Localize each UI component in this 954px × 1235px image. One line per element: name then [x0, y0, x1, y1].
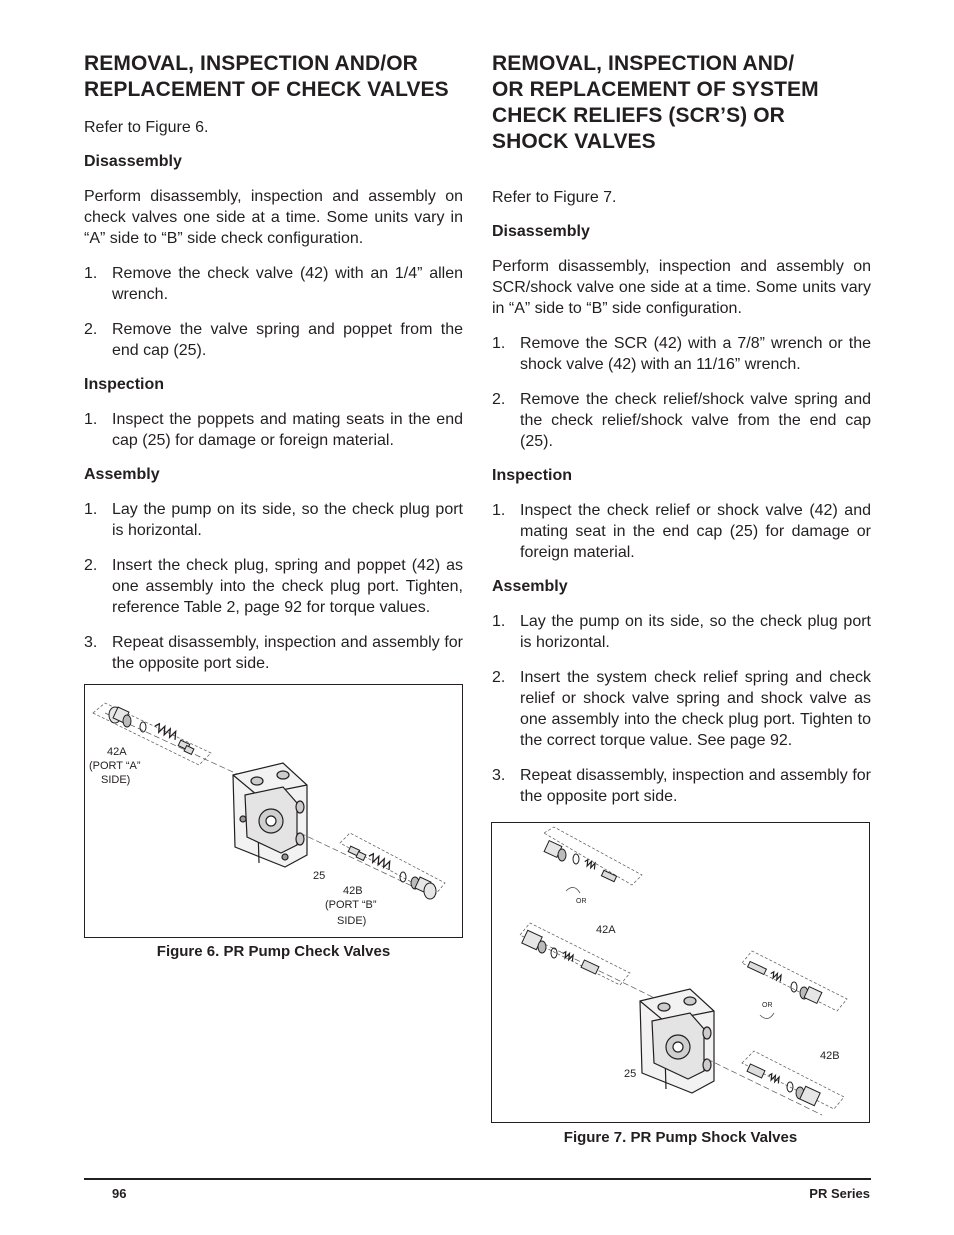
- title-line: OR REPLACEMENT OF SYSTEM: [492, 78, 819, 101]
- step-text: Remove the SCR (42) with a 7/8” wrench or the shock valve (42) with an 11/16” wrench.: [520, 335, 871, 373]
- left-section-title: REMOVAL, INSPECTION AND/OR REPLACEMENT OF CHECK VALVES: [84, 52, 449, 101]
- poppet-b: [348, 846, 366, 860]
- list-item: [84, 263, 463, 305]
- step-text: Remove the check relief/shock valve spring and the check relief/shock valve from the end cap (25).: [520, 391, 871, 450]
- list-item: [492, 611, 871, 653]
- step-text: Inspect the poppets and mating seats in the end cap (25) for damage or foreign material.: [112, 411, 463, 449]
- valve-right-upper: [748, 961, 767, 974]
- label-42a: 42A: [596, 924, 616, 936]
- list-item: [492, 667, 871, 751]
- shock-plug-42b: [796, 1086, 820, 1105]
- step-text: Insert the check plug, spring and poppet (42) as one assembly into the check plug port. Tighten, reference Table 2, page 92 for torque values.: [112, 557, 463, 616]
- o-ring-right-upper: [791, 982, 797, 992]
- valve-42b: [747, 1064, 765, 1078]
- right-intro: Refer to Figure 7.: [492, 189, 617, 206]
- step-text: Inspect the check relief or shock valve (42) and mating seat in the end cap (25) for damage or foreign material.: [520, 502, 871, 561]
- label-or-right: OR: [762, 1002, 773, 1009]
- figure-6-caption: Figure 6. PR Pump Check Valves: [156, 943, 391, 960]
- step-number: 3.: [84, 634, 98, 651]
- label-42a: 42A: [107, 746, 127, 758]
- list-item: [84, 319, 463, 361]
- step-text: Lay the pump on its side, so the check plug port is horizontal.: [112, 501, 463, 539]
- figure-7-shock-valves: [491, 822, 870, 1123]
- valve-42a: [581, 960, 599, 974]
- step-number: 2.: [492, 669, 506, 686]
- title-line: CHECK RELIEFS (SCR’S) OR: [492, 104, 785, 127]
- left-inspection-heading: Inspection: [84, 376, 165, 393]
- step-number: 1.: [492, 502, 506, 519]
- valve-upper: [601, 870, 616, 881]
- right-section-title: [492, 51, 871, 155]
- left-disassembly-steps: [84, 263, 463, 361]
- left-column: [84, 50, 463, 688]
- label-42b: 42B: [820, 1050, 840, 1062]
- right-disassembly-steps: [492, 333, 871, 452]
- spring-b: [367, 852, 392, 869]
- label-42b-port: (PORT “B”: [325, 899, 377, 911]
- step-number: 2.: [84, 321, 98, 338]
- figure-6-check-valves: [84, 684, 463, 938]
- step-text: Remove the check valve (42) with an 1/4” allen wrench.: [112, 265, 463, 303]
- poppet-a: [178, 740, 194, 754]
- shock-plug-42a: [522, 930, 546, 953]
- list-item: [492, 500, 871, 563]
- spring-right-upper: [769, 971, 782, 982]
- right-column: [492, 50, 871, 821]
- o-ring-b: [400, 872, 406, 882]
- step-text: Lay the pump on its side, so the check plug port is horizontal.: [520, 613, 871, 651]
- step-text: Remove the valve spring and poppet from the end cap (25).: [112, 321, 463, 359]
- label-42a-port: (PORT “A”: [89, 760, 141, 772]
- step-number: 1.: [84, 265, 98, 282]
- label-42b: 42B: [343, 885, 363, 897]
- right-disassembly-heading: Disassembly: [492, 223, 590, 240]
- check-plug-b: [411, 877, 436, 899]
- check-plug-a: [109, 707, 131, 727]
- spring-42a: [561, 951, 574, 962]
- list-item: [84, 409, 463, 451]
- figure-7-caption: Figure 7. PR Pump Shock Valves: [563, 1129, 798, 1146]
- right-assembly-heading: Assembly: [492, 578, 568, 595]
- right-disassembly-text: Perform disassembly, inspection and assembly on SCR/shock valve one side at a time. Some units vary in “A” side to “B” side configuration.: [492, 258, 871, 317]
- check-valve-exploded-diagram: [85, 685, 462, 937]
- label-or-top: OR: [576, 898, 587, 905]
- right-inspection-heading: Inspection: [492, 467, 573, 484]
- or-arrow-right: [760, 1013, 774, 1019]
- o-ring-upper: [573, 854, 579, 864]
- list-item: [84, 632, 463, 674]
- left-disassembly-heading: Disassembly: [84, 153, 182, 170]
- series-name: PR Series: [809, 1186, 870, 1201]
- right-assembly-steps: [492, 611, 871, 807]
- end-cap-25: [640, 989, 714, 1093]
- plug-right-upper: [800, 987, 822, 1004]
- or-arrow-top: [566, 887, 580, 893]
- title-line: REMOVAL, INSPECTION AND/: [492, 52, 795, 75]
- list-item: [492, 333, 871, 375]
- left-disassembly-text: Perform disassembly, inspection and assembly on check valves one side at a time. Some units vary in “A” side to “B” side check configuration.: [84, 188, 463, 247]
- left-inspection-steps: [84, 409, 463, 451]
- left-intro: Refer to Figure 6.: [84, 119, 209, 136]
- step-text: Repeat disassembly, inspection and assembly for the opposite port side.: [112, 634, 463, 672]
- label-42b-side: SIDE): [337, 915, 367, 927]
- step-number: 3.: [492, 767, 506, 784]
- end-cap-25: [233, 763, 307, 867]
- list-item: [492, 389, 871, 452]
- title-line: SHOCK VALVES: [492, 130, 656, 153]
- step-number: 1.: [84, 411, 98, 428]
- list-item: [84, 555, 463, 618]
- step-number: 1.: [492, 613, 506, 630]
- step-text: Repeat disassembly, inspection and assembly for the opposite port side.: [520, 767, 871, 805]
- label-42a-side: SIDE): [101, 774, 131, 786]
- centerline-42b: [707, 1059, 822, 1115]
- right-inspection-steps: [492, 500, 871, 563]
- o-ring-42a: [551, 948, 557, 958]
- page-number: 96: [112, 1186, 127, 1201]
- footer-divider: [84, 1178, 871, 1180]
- step-number: 2.: [84, 557, 98, 574]
- label-25: 25: [313, 870, 326, 882]
- label-25: 25: [624, 1068, 637, 1080]
- step-number: 1.: [492, 335, 506, 352]
- step-number: 1.: [84, 501, 98, 518]
- shock-valve-exploded-diagram: [492, 823, 869, 1122]
- spring-42b: [767, 1073, 780, 1084]
- left-assembly-steps: [84, 499, 463, 674]
- step-number: 2.: [492, 391, 506, 408]
- left-assembly-heading: Assembly: [84, 466, 160, 483]
- step-text: Insert the system check relief spring and check relief or shock valve spring and shock valve as one assembly into the check plug port. Tighten to the correct torque value. See page 92.: [520, 669, 871, 749]
- list-item: [84, 499, 463, 541]
- list-item: [492, 765, 871, 807]
- right-upper-dashed-outline: [742, 951, 847, 1011]
- spring-upper: [583, 859, 596, 870]
